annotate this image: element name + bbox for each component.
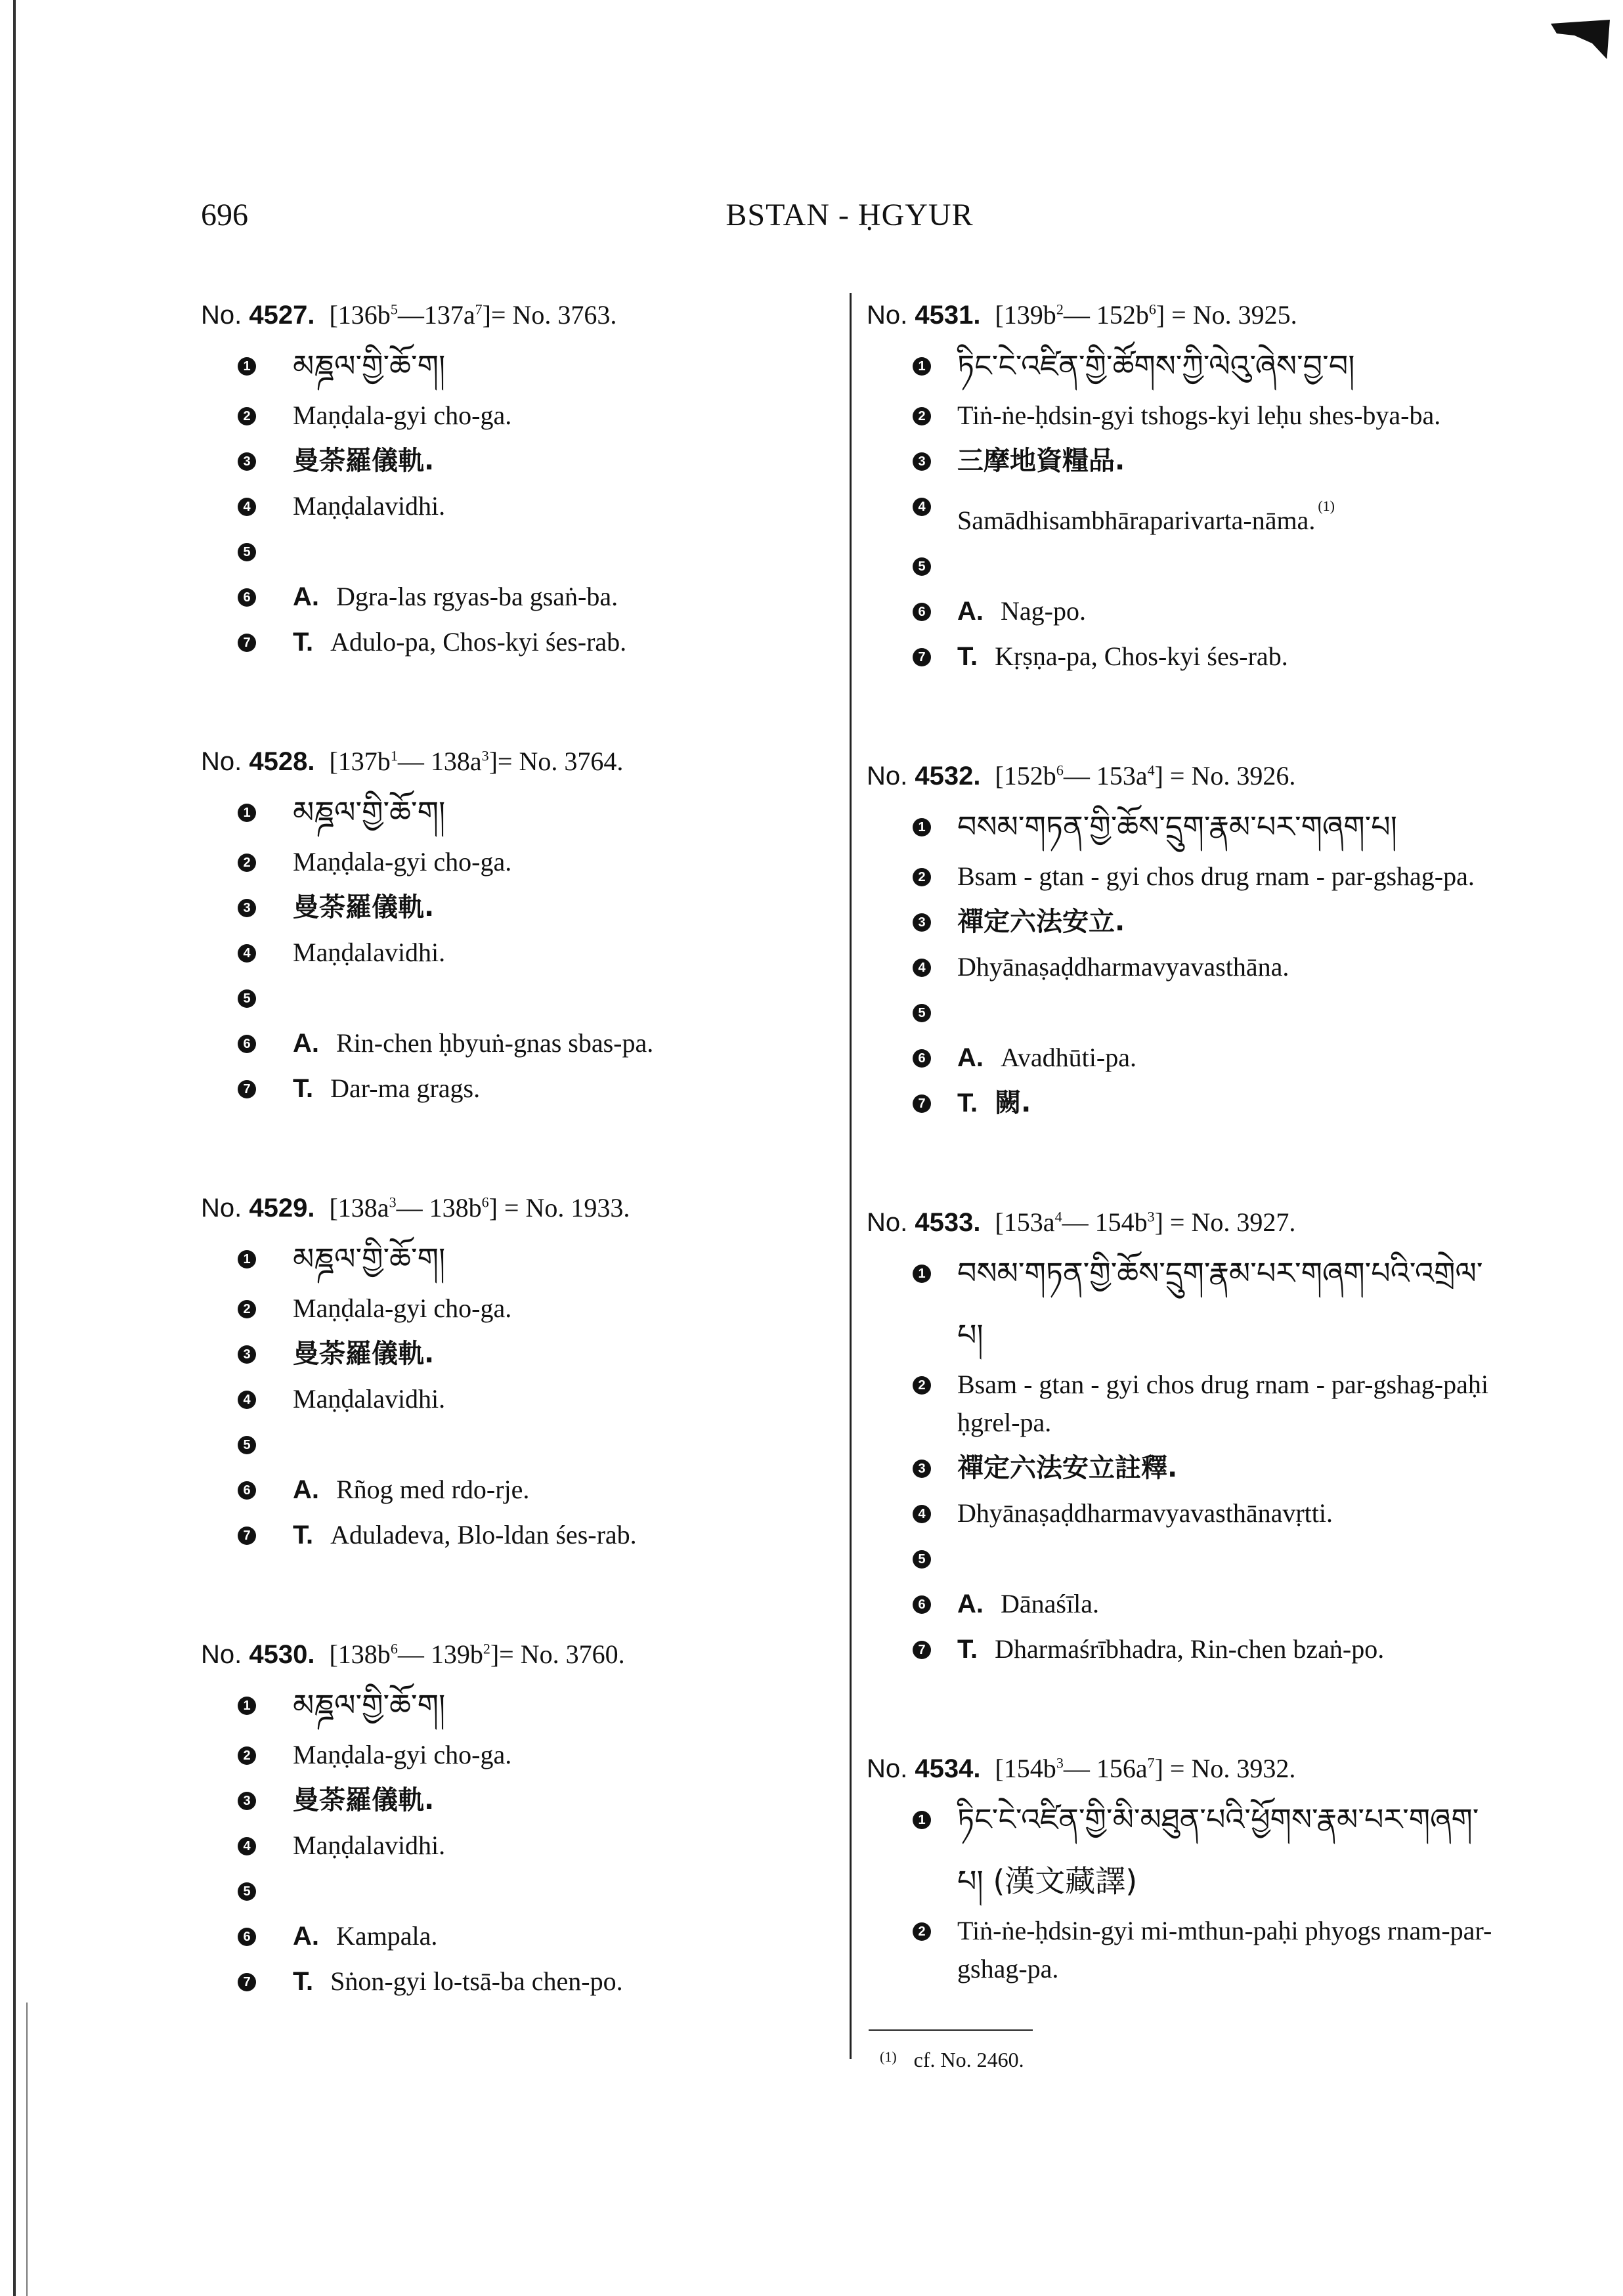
folio-start: [136b (329, 300, 391, 330)
circled-number-icon: 5 (913, 1004, 931, 1022)
field-label: A. (957, 1590, 984, 1618)
entry-field-7 (201, 1070, 831, 1115)
circled-number-icon: 3 (913, 913, 931, 932)
entry-field-7 (201, 1962, 831, 2008)
field-text: Maṇḍalavidhi. (293, 1384, 446, 1414)
catalog-entry (867, 756, 1497, 1129)
left-column (201, 295, 831, 2081)
circled-number-icon: 1 (913, 1265, 931, 1283)
field-text: Tiṅ-ṅe-ḥdsin-gyi tshogs-kyi leḥu shes-bya-ba. (957, 401, 1441, 430)
circled-number-icon: 2 (238, 1300, 256, 1318)
circled-number-icon: 5 (913, 1550, 931, 1569)
folio-end: — 152b (1063, 300, 1149, 330)
entry-field-1 (201, 781, 831, 843)
circled-number-icon: 2 (913, 1922, 931, 1941)
entry-no-label: No. (201, 301, 242, 330)
entry-heading (867, 295, 1497, 335)
field-text: Kṛṣṇa-pa, Chos-kyi śes-rab. (995, 641, 1288, 671)
folio-range (329, 1193, 630, 1223)
field-text: མཎྜལ་གྱི་ཆོ་ག། (293, 1241, 446, 1276)
right-column (867, 295, 1497, 2074)
catalog-entry (201, 742, 831, 1115)
circled-number-icon: 5 (238, 543, 256, 561)
entry-field-3 (867, 903, 1497, 948)
concordance: ]= No. 3760. (490, 1639, 625, 1669)
field-text: Rñog med rdo-rje. (336, 1475, 530, 1504)
folio-end-line: 4 (1147, 762, 1155, 779)
folio-start-line: 3 (389, 1194, 397, 1211)
folio-range (995, 1754, 1295, 1783)
field-text: Maṇḍalavidhi. (293, 938, 446, 967)
circled-number-icon: 1 (238, 1250, 256, 1268)
circled-number-icon: 1 (238, 357, 256, 376)
circled-number-icon: 6 (238, 1481, 256, 1500)
folio-range (329, 747, 623, 776)
circled-number-icon: 6 (238, 1928, 256, 1946)
entry-no-label: No. (867, 1754, 908, 1783)
entry-number (867, 301, 980, 330)
entry-field-1 (867, 1242, 1497, 1366)
entry-number (201, 747, 314, 776)
folio-end: — 139b (397, 1639, 483, 1669)
running-head: BSTAN - ḤGYUR (725, 198, 974, 232)
field-text: Maṇḍalavidhi. (293, 491, 446, 521)
entry-no-label: No. (867, 1208, 908, 1237)
entry-field-4 (867, 487, 1497, 547)
entry-field-4 (867, 1494, 1497, 1540)
field-text: Avadhūti-pa. (1001, 1043, 1136, 1072)
circled-number-icon: 5 (238, 989, 256, 1008)
folio-start: [139b (995, 300, 1056, 330)
folio-end-line: 6 (1148, 301, 1156, 318)
entry-field-3 (201, 442, 831, 487)
entry-heading (867, 756, 1497, 796)
folio-start: [138a (329, 1193, 389, 1223)
entry-no: 4534. (915, 1754, 981, 1783)
footnote-text: cf. No. 2460. (913, 2048, 1024, 2071)
circled-number-icon: 7 (238, 1527, 256, 1545)
field-text: བསམ་གཏན་གྱི་ཆོས་དྲུག་རྣམ་པར་གཞག་པ། (957, 809, 1397, 844)
entry-field-4 (867, 948, 1497, 993)
entry-field-4 (201, 1380, 831, 1425)
folio-end-line: 2 (483, 1640, 490, 1657)
field-text: མཎྜལ་གྱི་ཆོ་ག། (293, 348, 446, 383)
entry-no: 4531. (915, 301, 981, 330)
entry-field-7 (867, 638, 1497, 683)
entry-no-label: No. (201, 1194, 242, 1223)
folio-end: — 138a (397, 747, 482, 776)
circled-number-icon: 5 (913, 557, 931, 576)
entry-field-2 (867, 1912, 1497, 1995)
folio-start: [138b (329, 1639, 391, 1669)
circled-number-icon: 3 (238, 899, 256, 917)
circled-number-icon: 6 (913, 603, 931, 621)
entry-number (201, 1640, 314, 1669)
entry-no-label: No. (867, 762, 908, 791)
circled-number-icon: 1 (913, 818, 931, 836)
folio-end: — 138b (396, 1193, 482, 1223)
folio-end-line: 3 (481, 747, 489, 764)
entry-field-2 (201, 1736, 831, 1781)
circled-number-icon: 7 (913, 1641, 931, 1659)
footnote-rule (869, 2029, 1033, 2031)
entry-field-4 (201, 487, 831, 532)
field-label: A. (293, 1922, 319, 1951)
concordance: ] = No. 3925. (1156, 300, 1297, 330)
catalog-entry (201, 1188, 831, 1561)
circled-number-icon: 5 (238, 1882, 256, 1901)
field-text: མཎྜལ་གྱི་ཆོ་ག། (293, 794, 446, 830)
entry-field-2 (867, 1366, 1497, 1449)
circled-number-icon: 7 (238, 634, 256, 652)
field-label: A. (957, 597, 984, 626)
field-text: 禪定六法安立. (957, 907, 1125, 937)
circled-number-icon: 7 (913, 1094, 931, 1113)
folio-start-line: 3 (1056, 1754, 1064, 1771)
field-label: T. (293, 1967, 314, 1996)
concordance: ] = No. 3927. (1154, 1207, 1296, 1237)
field-label: A. (293, 1475, 319, 1504)
circled-number-icon: 4 (913, 498, 931, 516)
entry-field-3 (201, 1781, 831, 1827)
field-text: Dhyānaṣaḍdharmavyavasthānavṛtti. (957, 1498, 1333, 1528)
field-text: Maṇḍala-gyi cho-ga. (293, 1293, 512, 1323)
field-text: Aduladeva, Blo-ldan śes-rab. (330, 1520, 637, 1549)
field-text: ཏིང་ངེ་འཛིན་གྱི་མི་མཐུན་པའི་ཕྱོགས་རྣམ་པར་གཞག་པ། (漢文藏譯) (957, 1802, 1479, 1899)
field-text: ཏིང་ངེ་འཛིན་གྱི་ཚོགས་ཀྱི་ལེའུ་ཞེས་བྱ་བ། (957, 348, 1355, 383)
entry-field-5 (867, 993, 1497, 1039)
entry-field-3 (867, 442, 1497, 487)
entry-field-4 (201, 1827, 831, 1872)
entry-heading (201, 1635, 831, 1674)
entry-no: 4528. (249, 747, 315, 776)
entry-no: 4533. (915, 1208, 981, 1237)
circled-number-icon: 7 (238, 1973, 256, 1991)
concordance: ]= No. 3763. (482, 300, 617, 330)
folio-start: [154b (995, 1754, 1056, 1783)
entry-field-4 (201, 934, 831, 979)
entry-field-3 (201, 888, 831, 934)
folio-range (995, 761, 1295, 791)
catalog-entry (201, 295, 831, 668)
folio-end-line: 6 (481, 1194, 489, 1211)
circled-number-icon: 4 (238, 1391, 256, 1409)
field-label: T. (293, 1521, 314, 1549)
page-number: 696 (201, 198, 248, 232)
field-text: Maṇḍala-gyi cho-ga. (293, 401, 512, 430)
entry-field-6 (867, 1585, 1497, 1630)
field-text: Adulo-pa, Chos-kyi śes-rab. (330, 627, 627, 657)
page-edge-line (26, 2003, 28, 2296)
field-text: Maṇḍala-gyi cho-ga. (293, 1740, 512, 1769)
circled-number-icon: 1 (913, 1811, 931, 1829)
entry-field-2 (867, 857, 1497, 903)
folio-start: [137b (329, 747, 391, 776)
entry-field-2 (201, 397, 831, 442)
folio-start: [152b (995, 761, 1056, 791)
field-label: T. (957, 1089, 978, 1117)
field-text: 曼荼羅儀軌. (293, 446, 435, 476)
entry-no-label: No. (867, 301, 908, 330)
circled-number-icon: 2 (238, 407, 256, 425)
entry-heading (201, 742, 831, 781)
circled-number-icon: 6 (913, 1049, 931, 1068)
circled-number-icon: 3 (913, 1460, 931, 1478)
field-text: Dharmaśrībhadra, Rin-chen bzaṅ-po. (995, 1634, 1385, 1664)
field-text: Sṅon-gyi lo-tsā-ba chen-po. (330, 1966, 623, 1996)
field-text: 三摩地資糧品. (957, 446, 1125, 476)
field-text: Rin-chen ḥbyuṅ-gnas sbas-pa. (336, 1028, 654, 1058)
field-label: T. (957, 642, 978, 671)
entry-field-7 (867, 1630, 1497, 1676)
concordance: ] = No. 3932. (1154, 1754, 1296, 1783)
folio-end: — 156a (1063, 1754, 1148, 1783)
folio-range (329, 1639, 624, 1669)
footnote-mark: (1) (880, 2048, 897, 2065)
entry-number (867, 762, 980, 791)
field-text: Dānaśīla. (1001, 1589, 1099, 1618)
entry-field-1 (867, 335, 1497, 397)
entry-heading (201, 295, 831, 335)
entry-field-1 (867, 1788, 1497, 1912)
circled-number-icon: 2 (913, 868, 931, 886)
entry-field-6 (867, 1039, 1497, 1084)
entry-field-3 (867, 1449, 1497, 1494)
field-text: Bsam - gtan - gyi chos drug rnam - par-gshag-pa. (957, 861, 1475, 891)
field-text: Nag-po. (1001, 596, 1086, 626)
entry-heading (867, 1749, 1497, 1788)
field-text: 曼荼羅儀軌. (293, 892, 435, 922)
entry-field-5 (201, 532, 831, 578)
field-text: Dhyānaṣaḍdharmavyavasthāna. (957, 952, 1289, 982)
circled-number-icon: 6 (238, 588, 256, 607)
circled-number-icon: 2 (913, 1376, 931, 1395)
field-label: T. (293, 628, 314, 657)
field-text: Dgra-las rgyas-ba gsaṅ-ba. (336, 582, 618, 611)
entry-field-3 (201, 1335, 831, 1380)
folio-start-line: 1 (390, 747, 398, 764)
circled-number-icon: 1 (238, 804, 256, 822)
field-text: 曼荼羅儀軌. (293, 1785, 435, 1815)
folio-end-line: 7 (1147, 1754, 1155, 1771)
circled-number-icon: 2 (238, 854, 256, 872)
folio-start: [153a (995, 1207, 1055, 1237)
field-text: 禪定六法安立註釋. (957, 1453, 1178, 1483)
circled-number-icon: 4 (238, 944, 256, 963)
folio-end-line: 3 (1147, 1208, 1155, 1225)
field-text: Bsam - gtan - gyi chos drug rnam - par-gshag-paḥi ḥgrel-pa. (957, 1370, 1488, 1437)
catalog-entry (867, 295, 1497, 683)
entry-field-6 (867, 592, 1497, 638)
folio-start-line: 2 (1056, 301, 1064, 318)
footnote-block (867, 2029, 1497, 2074)
entry-field-5 (867, 547, 1497, 592)
field-text: 曼荼羅儀軌. (293, 1339, 435, 1369)
footnote (880, 2043, 1497, 2074)
folio-range (995, 1207, 1295, 1237)
folio-range (995, 300, 1297, 330)
field-label: A. (293, 1029, 319, 1058)
circled-number-icon: 6 (913, 1595, 931, 1614)
entry-field-7 (201, 623, 831, 668)
folio-end: — 154b (1062, 1207, 1148, 1237)
circled-number-icon: 3 (913, 452, 931, 471)
circled-number-icon: 4 (913, 1505, 931, 1523)
footnote-ref: (1) (1318, 498, 1335, 514)
field-text: Tiṅ-ṅe-ḥdsin-gyi mi-mthun-paḥi phyogs rnam-par-gshag-pa. (957, 1916, 1492, 1983)
field-text: བསམ་གཏན་གྱི་ཆོས་དྲུག་རྣམ་པར་གཞག་པའི་འགྲེལ་པ། (957, 1255, 1483, 1353)
folio-end: —137a (397, 300, 475, 330)
entry-field-1 (201, 335, 831, 397)
entry-field-5 (201, 1425, 831, 1471)
field-text: 闕. (995, 1088, 1031, 1118)
entry-field-5 (201, 979, 831, 1024)
entry-field-2 (201, 1289, 831, 1335)
entry-no: 4529. (249, 1194, 315, 1223)
field-label: A. (293, 582, 319, 611)
concordance: ]= No. 3764. (488, 747, 624, 776)
folio-start-line: 5 (390, 301, 398, 318)
entry-number (201, 301, 314, 330)
circled-number-icon: 1 (913, 357, 931, 376)
entry-field-5 (201, 1872, 831, 1917)
corner-ink-mark (1551, 20, 1610, 59)
entry-number (867, 1754, 980, 1783)
entry-field-2 (201, 843, 831, 888)
folio-end: — 153a (1063, 761, 1148, 791)
circled-number-icon: 2 (238, 1746, 256, 1765)
entry-no: 4532. (915, 762, 981, 791)
entry-number (201, 1194, 314, 1223)
entry-field-5 (867, 1540, 1497, 1585)
field-label: T. (293, 1074, 314, 1103)
entry-no: 4527. (249, 301, 315, 330)
entry-field-1 (201, 1674, 831, 1736)
concordance: ] = No. 1933. (488, 1193, 630, 1223)
folio-start-line: 6 (390, 1640, 398, 1657)
field-text: མཎྜལ་གྱི་ཆོ་ག། (293, 1687, 446, 1723)
circled-number-icon: 3 (238, 1792, 256, 1810)
entry-field-7 (867, 1084, 1497, 1129)
concordance: ] = No. 3926. (1154, 761, 1296, 791)
entry-field-1 (201, 1228, 831, 1289)
page-edge-line (13, 0, 16, 2296)
entry-field-6 (201, 1471, 831, 1516)
field-text: Maṇḍala-gyi cho-ga. (293, 847, 512, 877)
field-text: Kampala. (336, 1921, 438, 1951)
folio-range (329, 300, 617, 330)
entry-number (867, 1208, 980, 1237)
field-text: Maṇḍalavidhi. (293, 1830, 446, 1860)
field-label: A. (957, 1043, 984, 1072)
entry-field-6 (201, 1024, 831, 1070)
catalog-entry (867, 1749, 1497, 1995)
circled-number-icon: 4 (913, 959, 931, 977)
field-label: T. (957, 1635, 978, 1664)
entry-no: 4530. (249, 1640, 315, 1669)
circled-number-icon: 5 (238, 1436, 256, 1454)
entry-field-7 (201, 1516, 831, 1561)
field-text: Samādhisambhāraparivarta-nāma. (957, 506, 1316, 535)
circled-number-icon: 7 (913, 648, 931, 666)
circled-number-icon: 1 (238, 1697, 256, 1715)
circled-number-icon: 6 (238, 1035, 256, 1053)
entry-heading (867, 1203, 1497, 1242)
circled-number-icon: 2 (913, 407, 931, 425)
circled-number-icon: 4 (238, 1837, 256, 1855)
entry-heading (201, 1188, 831, 1228)
catalog-entry (867, 1203, 1497, 1676)
field-text: Dar-ma grags. (330, 1073, 481, 1103)
entry-field-2 (867, 397, 1497, 442)
entry-no-label: No. (201, 1640, 242, 1669)
folio-start-line: 6 (1056, 762, 1064, 779)
circled-number-icon: 3 (238, 1345, 256, 1364)
folio-end-line: 7 (475, 301, 483, 318)
circled-number-icon: 7 (238, 1080, 256, 1098)
circled-number-icon: 4 (238, 498, 256, 516)
folio-start-line: 4 (1054, 1208, 1062, 1225)
entry-field-1 (867, 796, 1497, 857)
column-divider (850, 293, 852, 2059)
entry-field-6 (201, 578, 831, 623)
catalog-entry (201, 1635, 831, 2008)
entry-field-6 (201, 1917, 831, 1962)
circled-number-icon: 3 (238, 452, 256, 471)
entry-no-label: No. (201, 747, 242, 776)
